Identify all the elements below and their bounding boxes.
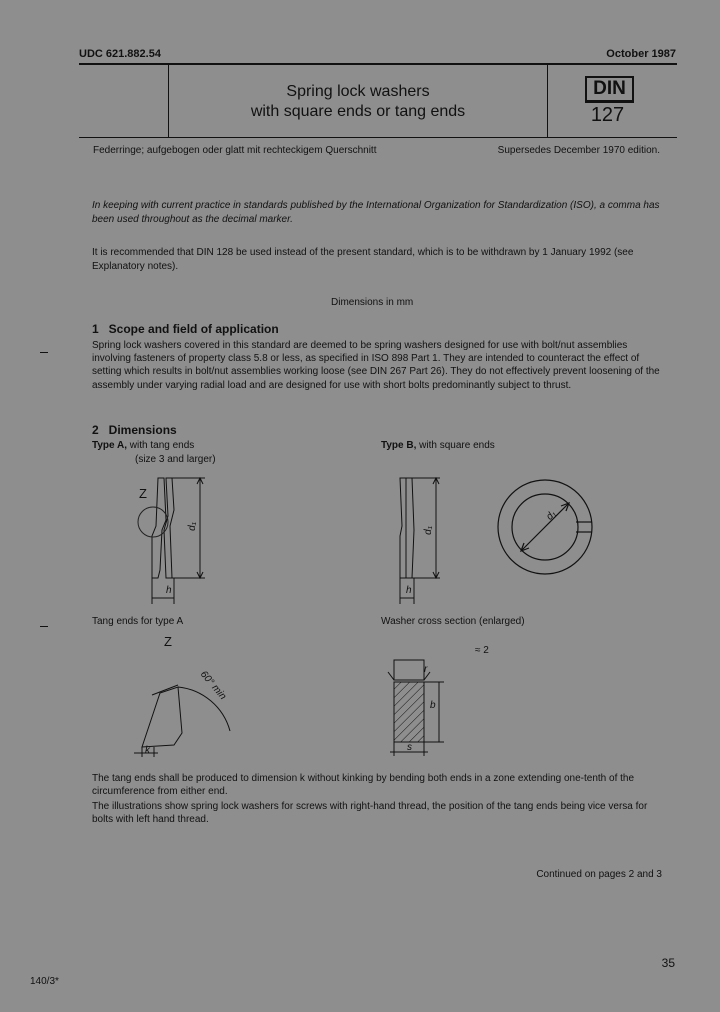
type-b-caption [381, 440, 495, 451]
type-a-caption [92, 440, 194, 451]
type-a-d1-label: d₁ [186, 522, 198, 531]
type-a-h-label: h [166, 585, 172, 596]
udc-number: UDC 621.882.54 [79, 48, 161, 60]
issue-date: October 1987 [606, 48, 676, 60]
type-b-h-label: h [406, 585, 412, 596]
margin-mark [40, 352, 48, 353]
title-line-2: with square ends or tang ends [250, 103, 466, 120]
tang-k-label: k [145, 745, 150, 756]
section-1-heading: 1 Scope and field of application [92, 322, 279, 336]
title-line-1: Spring lock washers [286, 83, 430, 100]
type-a-z-label: Z [139, 486, 147, 501]
header-right-divider [547, 64, 548, 138]
din-logo: DIN [585, 76, 634, 103]
tang-production-note: The tang ends shall be produced to dimension k without kinking by bending both ends in a zone extending one-tenth of the circumference from either end. [92, 773, 635, 798]
continued-note: Continued on pages 2 and 3 [536, 869, 662, 880]
type-b-side-view [390, 470, 450, 610]
document-code: 140/3* [30, 976, 59, 987]
section-2-heading: 2 Dimensions [92, 423, 177, 437]
cross-r-label: r [424, 664, 428, 675]
cross-section-note: ≈ 2 [475, 645, 489, 656]
margin-mark [40, 626, 48, 627]
type-b-d1-label: d₁ [422, 526, 434, 535]
type-b-label: Type B, [381, 440, 417, 451]
type-b-description: with square ends [416, 440, 495, 451]
section-1-body: Spring lock washers covered in this standard are deemed to be spring washers designed for use with bolt/nut assemblies involving fasteners of property class 5.8 or less, as specified in ISO 898 Part 1. They are intended to counteract the effect of setting which results in bolt/nut assemblies working loose (see DIN 267 Part 26). They do not effectively prevent loosening of the assembly under varying radial load and are designed for use with short bolts predominantly subject to thrust. [92, 340, 660, 391]
supersedes-note: Supersedes December 1970 edition. [497, 145, 660, 156]
recommendation-note: It is recommended that DIN 128 be used instead of the present standard, which is to be withdrawn by 1 January 1992 (see Explanatory notes). [92, 247, 634, 272]
tang-ends-caption: Tang ends for type A [92, 616, 184, 627]
type-a-size-note: (size 3 and larger) [135, 454, 216, 465]
cross-s-label: s [407, 742, 412, 753]
type-a-label: Type A, [92, 440, 128, 451]
type-a-description: with tang ends [127, 440, 195, 451]
cross-section-caption: Washer cross section (enlarged) [381, 616, 525, 627]
plan-d1-label: d₁ [544, 508, 559, 523]
tang-z-label: Z [164, 634, 172, 649]
dimensions-unit: Dimensions in mm [331, 297, 414, 308]
tang-angle-label: 60° min [197, 668, 229, 703]
page-number: 35 [661, 956, 675, 970]
cross-b-label: b [430, 700, 436, 711]
type-b-plan-view [490, 472, 600, 582]
document-title [169, 82, 547, 122]
thread-orientation-note: The illustrations show spring lock washers for screws with right-hand thread, the position of the tang ends being vice versa for bolts with left hand thread. [92, 801, 648, 826]
german-title: Federringe; aufgebogen oder glatt mit rechteckigem Querschnitt [93, 145, 377, 156]
iso-note: In keeping with current practice in standards published by the International Organization for Standardization (ISO), a comma has been used throughout as the decimal marker. [92, 200, 660, 225]
standard-number: 127 [590, 104, 625, 126]
